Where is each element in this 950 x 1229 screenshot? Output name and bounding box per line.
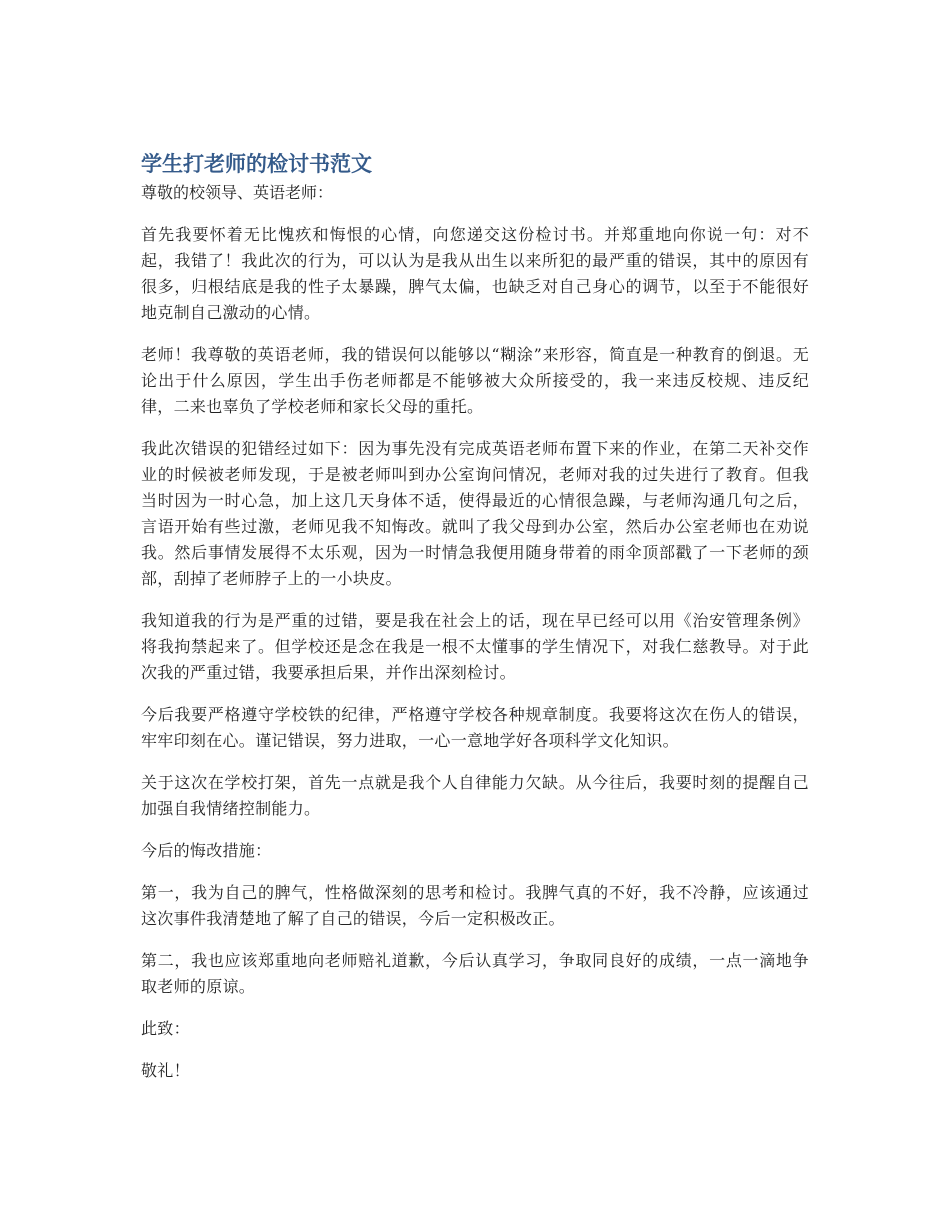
paragraph-incident: 我此次错误的犯错经过如下：因为事先没有完成英语老师布置下来的作业，在第二天补交作业的时候被老师发现，于是被老师叫到办公室询问情况，老师对我的过失进行了教育。但我当时因为一时心急，加上这几天身体不适，使得最近的心情很急躁，与老师沟通几句之后，言语开始有些过激，老师见我不知悔改。就叫了我父母到办公室，然后办公室老师也在劝说我。然后事情发展得不太乐观，因为一时情急我便用随身带着的雨伞顶部戳了一下老师的颈部，刮掉了老师脖子上的一小块皮。 xyxy=(141,439,809,588)
paragraph-self-discipline: 关于这次在学校打架，首先一点就是我个人自律能力欠缺。从今往后，我要时刻的提醒自己加强自我情绪控制能力。 xyxy=(141,773,809,818)
salutation: 尊敬的校领导、英语老师： xyxy=(141,183,334,202)
paragraph-measure-two: 第二，我也应该郑重地向老师赔礼道歉，今后认真学习，争取同良好的成绩，一点一滴地争取老师的原谅。 xyxy=(141,951,809,996)
closing-salutation: 此致： xyxy=(141,1019,190,1038)
document-title: 学生打老师的检讨书范文 xyxy=(141,152,372,176)
paragraph-commitment: 今后我要严格遵守学校铁的纪律，严格遵守学校各种规章制度。我要将这次在伤人的错误，牢牢印刻在心。谨记错误，努力进取，一心一意地学好各项科学文化知识。 xyxy=(141,705,809,750)
paragraph-opening: 首先我要怀着无比愧疚和悔恨的心情，向您递交这份检讨书。并郑重地向你说一句：对不起，我错了！我此次的行为，可以认为是我从出生以来所犯的最严重的错误，其中的原因有很多，归根结底是我的性子太暴躁，脾气太偏，也缺乏对自己身心的调节，以至于不能很好地克制自己激动的心情。 xyxy=(141,225,809,322)
paragraph-measures-heading: 今后的悔改措施： xyxy=(141,841,272,860)
paragraph-reflection: 我知道我的行为是严重的过错，要是我在社会上的话，现在早已经可以用《治安管理条例》将我拘禁起来了。但学校还是念在我是一根不太懂事的学生情况下，对我仁慈教导。对于此次我的严重过错，我要承担后果，并作出深刻检讨。 xyxy=(141,611,809,682)
paragraph-apology: 老师！我尊敬的英语老师，我的错误何以能够以“糊涂”来形容，简直是一种教育的倒退。无论出于什么原因，学生出手伤老师都是不能够被大众所接受的，我一来违反校规、违反纪律，二来也辜负了学校老师和家长父母的重托。 xyxy=(141,345,809,416)
paragraph-measure-one: 第一，我为自己的脾气，性格做深刻的思考和检讨。我脾气真的不好，我不冷静，应该通过这次事件我清楚地了解了自己的错误，今后一定积极改正。 xyxy=(141,883,809,928)
document-page xyxy=(141,148,809,1100)
closing-regards: 敬礼！ xyxy=(141,1061,190,1080)
